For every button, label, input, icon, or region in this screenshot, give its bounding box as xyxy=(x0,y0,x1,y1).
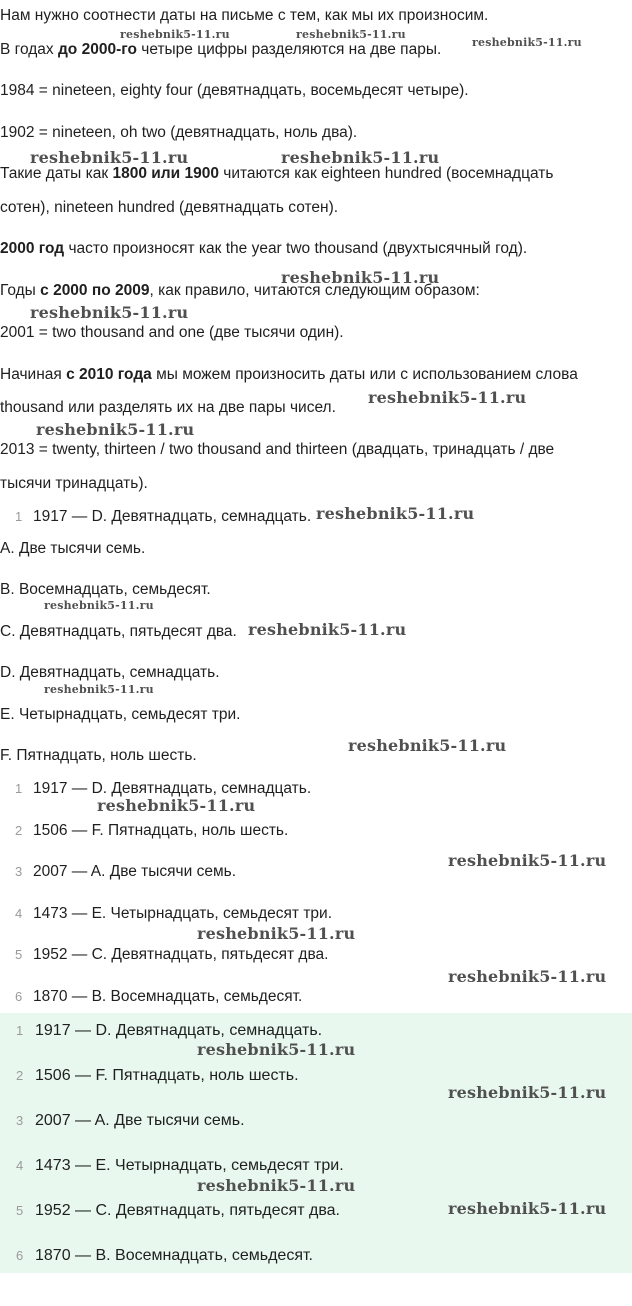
final-answer-number: 6 xyxy=(16,1248,24,1263)
example-2013: 2013 = twenty, thirteen / two thousand and thirteen (двадцать, тринадцать / две xyxy=(0,441,555,458)
example-1902: 1902 = nineteen, oh two (девятнадцать, ноль два). xyxy=(0,124,358,141)
answer-row: 2007 — A. Две тысячи семь. xyxy=(33,863,237,880)
example-1984: 1984 = nineteen, eighty four (девятнадцать, восемьдесят четыре). xyxy=(0,82,469,99)
answer-number: 2 xyxy=(15,823,23,838)
watermark: reshebnik5-11.ru xyxy=(30,148,189,167)
intro-paragraph-1: Нам нужно соотнести даты на письме с тем, как мы их произносим. xyxy=(0,7,489,24)
watermark: reshebnik5-11.ru xyxy=(472,36,582,49)
final-answer-row: 1917 — D. Девятнадцать, семнадцать. xyxy=(35,1022,323,1039)
final-answer-number: 1 xyxy=(16,1023,24,1038)
example-2013-line-2: тысячи тринадцать). xyxy=(0,475,148,492)
watermark: reshebnik5-11.ru xyxy=(281,268,440,287)
answer-row: 1917 — D. Девятнадцать, семнадцать. xyxy=(33,780,312,797)
final-answer-row: 1473 — E. Четырнадцать, семьдесят три. xyxy=(35,1157,344,1174)
watermark: reshebnik5-11.ru xyxy=(120,28,230,41)
watermark: reshebnik5-11.ru xyxy=(197,1176,356,1195)
option-f: F. Пятнадцать, ноль шесть. xyxy=(0,747,197,764)
answer-row: 1952 — C. Девятнадцать, пятьдесят два. xyxy=(33,946,329,963)
watermark: reshebnik5-11.ru xyxy=(348,736,507,755)
option-b: B. Восемнадцать, семьдесят. xyxy=(0,581,211,598)
final-answer-row: 1952 — C. Девятнадцать, пятьдесят два. xyxy=(35,1202,340,1219)
watermark: reshebnik5-11.ru xyxy=(197,1040,356,1059)
option-c: C. Девятнадцать, пятьдесят два. xyxy=(0,623,237,640)
watermark: reshebnik5-11.ru xyxy=(248,620,407,639)
intro-paragraph-3-line-2: сотен), nineteen hundred (девятнадцать сотен). xyxy=(0,199,339,216)
intro-paragraph-6: Начиная с 2010 года мы можем произносить даты или с использованием слова xyxy=(0,366,578,383)
watermark: reshebnik5-11.ru xyxy=(36,420,195,439)
watermark: reshebnik5-11.ru xyxy=(30,303,189,322)
answer-number: 4 xyxy=(15,906,23,921)
answer-number: 5 xyxy=(15,947,23,962)
example-2001: 2001 = two thousand and one (две тысячи один). xyxy=(0,324,344,341)
intro-paragraph-6-line-2: thousand или разделять их на две пары чисел. xyxy=(0,399,336,416)
intro-paragraph-5: Годы с 2000 по 2009, как правило, читаются следующим образом: xyxy=(0,282,480,299)
watermark: reshebnik5-11.ru xyxy=(316,504,475,523)
task-line: 1917 — D. Девятнадцать, семнадцать. xyxy=(33,508,312,525)
watermark: reshebnik5-11.ru xyxy=(448,967,607,986)
final-answer-row: 1870 — B. Восемнадцать, семьдесят. xyxy=(35,1247,313,1264)
watermark: reshebnik5-11.ru xyxy=(281,148,440,167)
watermark: reshebnik5-11.ru xyxy=(44,599,154,612)
watermark: reshebnik5-11.ru xyxy=(368,388,527,407)
answer-row: 1870 — B. Восемнадцать, семьдесят. xyxy=(33,988,303,1005)
watermark: reshebnik5-11.ru xyxy=(448,1199,607,1218)
watermark: reshebnik5-11.ru xyxy=(296,28,406,41)
watermark: reshebnik5-11.ru xyxy=(197,924,356,943)
watermark: reshebnik5-11.ru xyxy=(448,851,607,870)
final-answer-number: 3 xyxy=(16,1113,24,1128)
answer-number: 1 xyxy=(15,781,23,796)
final-answer-number: 5 xyxy=(16,1203,24,1218)
answer-number: 6 xyxy=(15,989,23,1004)
answer-row: 1473 — E. Четырнадцать, семьдесят три. xyxy=(33,905,333,922)
task-number: 1 xyxy=(15,509,23,524)
intro-paragraph-2: В годах до 2000-го четыре цифры разделяются на две пары. xyxy=(0,41,442,58)
option-e: E. Четырнадцать, семьдесят три. xyxy=(0,706,241,723)
intro-paragraph-3: Такие даты как 1800 или 1900 читаются как eighteen hundred (восемнадцать xyxy=(0,165,554,182)
option-a: A. Две тысячи семь. xyxy=(0,540,146,557)
watermark: reshebnik5-11.ru xyxy=(44,683,154,696)
final-answer-row: 1506 — F. Пятнадцать, ноль шесть. xyxy=(35,1067,299,1084)
watermark: reshebnik5-11.ru xyxy=(97,796,256,815)
watermark: reshebnik5-11.ru xyxy=(448,1083,607,1102)
option-d: D. Девятнадцать, семнадцать. xyxy=(0,664,220,681)
intro-paragraph-4: 2000 год часто произносят как the year two thousand (двухтысячный год). xyxy=(0,240,528,257)
answer-row: 1506 — F. Пятнадцать, ноль шесть. xyxy=(33,822,289,839)
final-answer-row: 2007 — A. Две тысячи семь. xyxy=(35,1112,245,1129)
answer-number: 3 xyxy=(15,864,23,879)
final-answer-number: 4 xyxy=(16,1158,24,1173)
final-answer-number: 2 xyxy=(16,1068,24,1083)
